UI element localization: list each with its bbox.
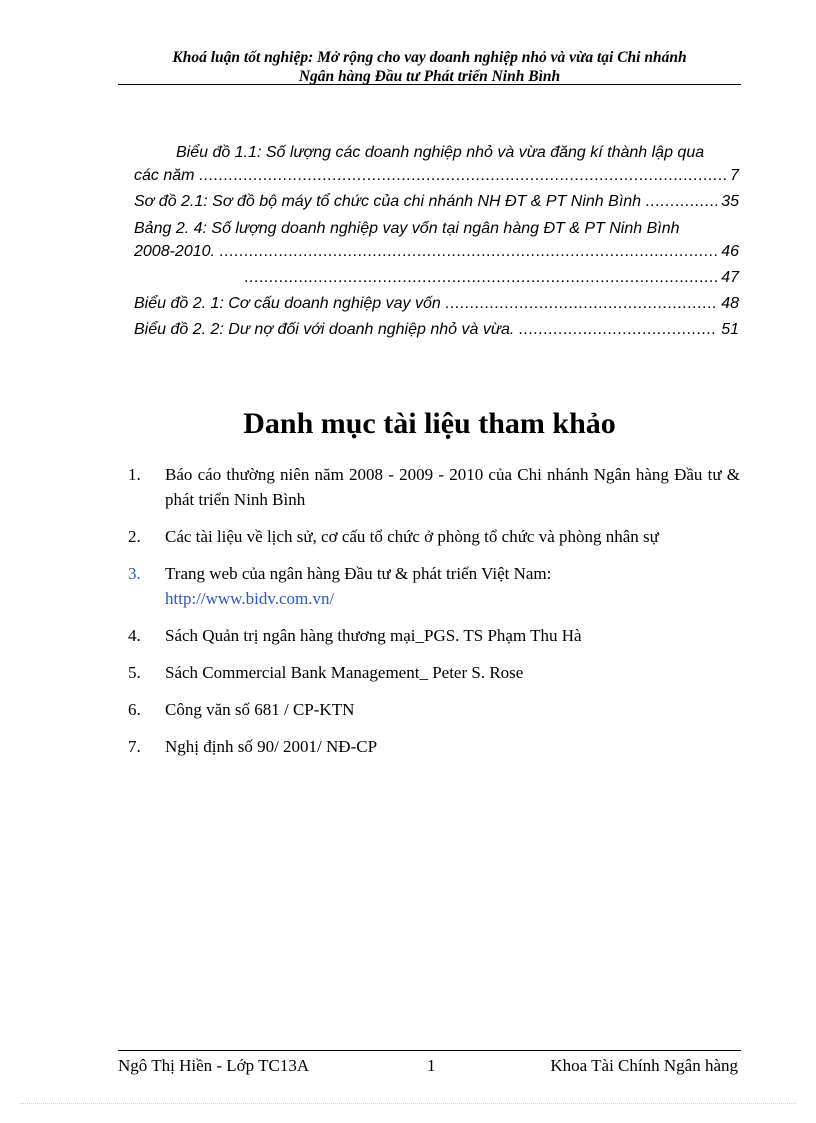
header-divider <box>118 84 741 85</box>
figure-entry-3-text-cont: 2008-2010. <box>134 243 215 260</box>
figure-entry-1-title <box>134 141 739 165</box>
figure-entry-6[interactable] <box>134 321 739 343</box>
reference-text: Các tài liệu về lịch sử, cơ cấu tổ chức ở phòng tổ chức và phòng nhân sự <box>165 527 659 546</box>
figure-entry-1-page: 7 <box>730 167 739 184</box>
reference-text: Nghị định số 90/ 2001/ NĐ-CP <box>165 737 378 756</box>
page-header <box>118 48 741 86</box>
leader-dots <box>198 167 726 185</box>
figure-entry-2-page: 35 <box>721 193 739 210</box>
figure-entry-3-page: 46 <box>721 243 739 260</box>
figure-entry-2[interactable] <box>134 193 739 215</box>
figure-entry-2-text: Sơ đồ 2.1: Sơ đồ bộ máy tổ chức của chi nhánh NH ĐT & PT Ninh Bình <box>134 193 642 210</box>
reference-item <box>128 697 740 722</box>
figure-entry-4[interactable] <box>134 269 739 291</box>
reference-item <box>128 524 740 549</box>
header-line-2: Ngân hàng Đầu tư Phát triển Ninh Bình <box>298 68 561 85</box>
leader-dots <box>244 269 717 287</box>
leader-dots <box>518 321 717 339</box>
figure-entry-1-text-cont: các năm <box>134 167 195 184</box>
figure-entry-4-page: 47 <box>721 269 739 286</box>
page-edge-divider <box>20 1103 796 1104</box>
reference-item <box>128 462 740 512</box>
leader-dots <box>219 243 717 261</box>
header-line-1: Khoá luận tốt nghiệp: Mở rộng cho vay doanh nghiệp nhỏ và vừa tại Chi nhánh <box>172 49 687 66</box>
leader-dots <box>445 295 717 313</box>
reference-item <box>128 623 740 648</box>
references-list <box>128 462 740 771</box>
reference-number: 4. <box>128 626 141 645</box>
reference-text: Trang web của ngân hàng Đầu tư & phát triển Việt Nam: <box>165 564 552 583</box>
figure-entry-3-text: Bảng 2. 4: Số lượng doanh nghiệp vay vốn tại ngân hàng ĐT & PT Ninh Bình <box>134 220 680 237</box>
reference-number: 6. <box>128 700 141 719</box>
reference-number: 2. <box>128 527 141 546</box>
figure-entry-3[interactable] <box>134 243 739 265</box>
figure-entry-1[interactable] <box>134 167 739 189</box>
figure-entry-5[interactable] <box>134 295 739 317</box>
footer-divider <box>118 1050 741 1051</box>
reference-item <box>128 561 740 611</box>
figure-entry-5-text: Biểu đồ 2. 1: Cơ cấu doanh nghiệp vay vốn <box>134 295 441 312</box>
figure-entry-1-text: Biểu đồ 1.1: Số lượng các doanh nghiệp nhỏ và vừa đăng kí thành lập qua <box>176 144 705 161</box>
references-title: Danh mục tài liệu tham khảo <box>243 407 616 440</box>
figure-entry-3-title <box>134 217 739 241</box>
reference-item <box>128 660 740 685</box>
reference-number: 1. <box>128 465 141 484</box>
reference-item <box>128 734 740 759</box>
figure-entry-6-text: Biểu đồ 2. 2: Dư nợ đối với doanh nghiệp nhỏ và vừa. <box>134 321 515 338</box>
footer-department: Khoa Tài Chính Ngân hàng <box>550 1056 738 1075</box>
reference-text: Báo cáo thường niên năm 2008 - 2009 - 2010 của Chi nhánh Ngân hàng Đầu tư & phát triển Ninh Bình <box>165 465 740 509</box>
footer-page-number: 1 <box>427 1056 436 1075</box>
reference-body <box>165 561 740 611</box>
reference-number: 7. <box>128 737 141 756</box>
reference-text: Sách Commercial Bank Management_ Peter S. Rose <box>165 663 524 682</box>
reference-number: 3. <box>128 564 141 583</box>
footer-author: Ngô Thị Hiền - Lớp TC13A <box>118 1056 310 1075</box>
reference-link[interactable]: http://www.bidv.com.vn/ <box>165 589 335 608</box>
reference-text: Công văn số 681 / CP-KTN <box>165 700 355 719</box>
figure-entry-5-page: 48 <box>721 295 739 312</box>
reference-number: 5. <box>128 663 141 682</box>
figure-entry-6-page: 51 <box>721 321 739 338</box>
leader-dots <box>645 193 717 211</box>
reference-text: Sách Quản trị ngân hàng thương mại_PGS. TS Phạm Thu Hà <box>165 626 582 645</box>
